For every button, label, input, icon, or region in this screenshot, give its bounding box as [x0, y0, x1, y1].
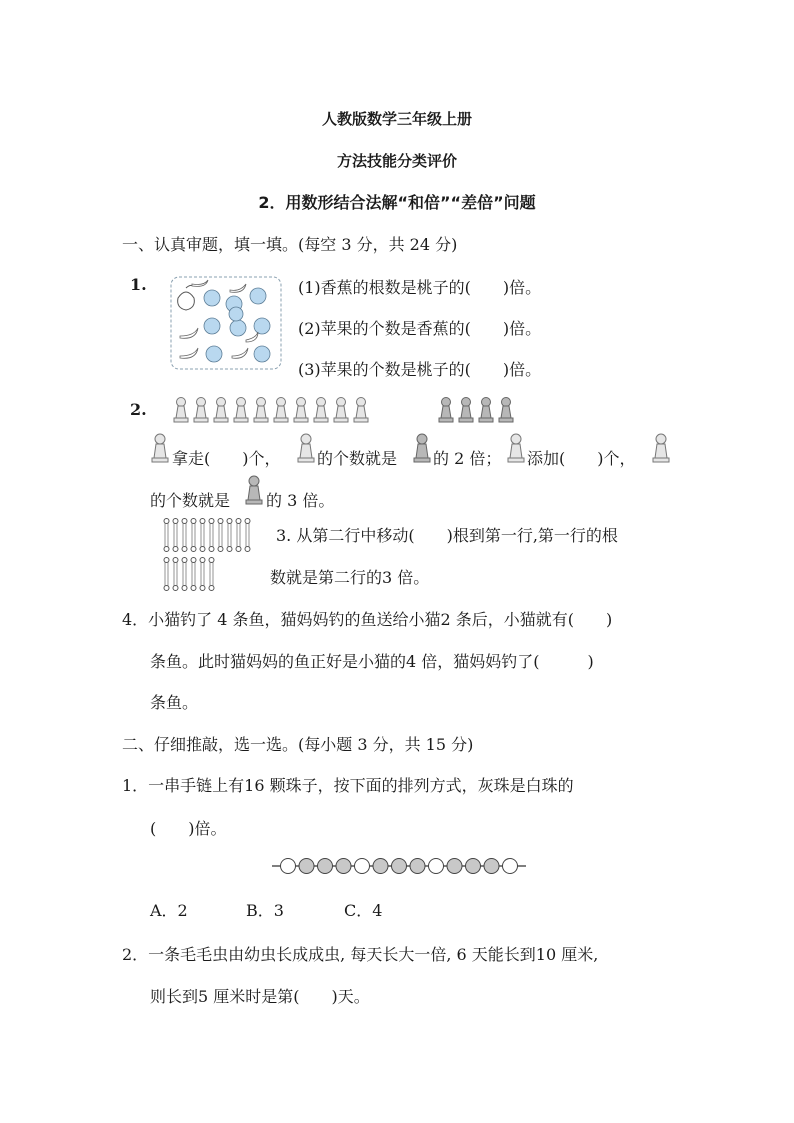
s2-q1-line2: ( )倍。 [150, 819, 227, 838]
dark-pawn-icon [479, 398, 493, 423]
gray-bead [373, 859, 388, 874]
matchstick-icon [236, 519, 241, 552]
option-c[interactable]: C．4 [344, 901, 383, 920]
q4-line2: 条鱼。此时猫妈妈的鱼正好是小猫的4 倍，猫妈妈钓了( ) [150, 652, 594, 671]
pawn-row-dark [437, 396, 527, 424]
matchstick-icon [173, 558, 178, 591]
q1-line2: (2)苹果的个数是香蕉的( )倍。 [298, 319, 542, 338]
q1-number: 1. [130, 275, 147, 294]
light-pawn-icon [274, 398, 288, 423]
white-bead [281, 859, 296, 874]
sticks-picture [162, 517, 262, 593]
s2-q2-line1: 2．一条毛毛虫由幼虫长成成虫, 每天长大一倍, 6 天能长到10 厘米, [122, 945, 599, 964]
q2-text-e: 的个数就是 [150, 491, 231, 510]
gray-bead [392, 859, 407, 874]
light-pawn-icon [334, 398, 348, 423]
gray-bead [447, 859, 462, 874]
white-bead [355, 859, 370, 874]
q1-line3: (3)苹果的个数是桃子的( )倍。 [298, 360, 542, 379]
q3-line1: 3. 从第二行中移动( )根到第一行,第一行的根 [276, 526, 618, 545]
matchstick-icon [245, 519, 250, 552]
doc-title: 人教版数学三年级上册 [321, 110, 472, 128]
bead-chain [272, 856, 526, 876]
light-pawn-icon [651, 432, 671, 464]
matchstick-icon [227, 519, 232, 552]
matchstick-icon [191, 519, 196, 552]
doc-topic: 2．用数形结合法解“和倍”“差倍”问题 [258, 193, 536, 212]
light-pawn-icon [354, 398, 368, 423]
matchstick-icon [164, 519, 169, 552]
gray-bead [299, 859, 314, 874]
q4-line3: 条鱼。 [150, 693, 199, 712]
fruit-picture [170, 276, 282, 370]
matchstick-icon [182, 519, 187, 552]
dark-pawn-icon [459, 398, 473, 423]
light-pawn-icon [214, 398, 228, 423]
q2-text-f: 的 3 倍。 [266, 491, 335, 510]
matchstick-icon [200, 519, 205, 552]
s2-q2-line2: 则长到5 厘米时是第( )天。 [150, 987, 370, 1006]
dark-pawn-icon [499, 398, 513, 423]
peach-icon [178, 285, 195, 310]
gray-bead [336, 859, 351, 874]
white-bead [429, 859, 444, 874]
s2-q1-line1: 1．一串手链上有16 颗珠子，按下面的排列方式，灰珠是白珠的 [122, 776, 574, 795]
doc-subtitle: 方法技能分类评价 [336, 152, 457, 170]
q3-line2: 数就是第二行的3 倍。 [270, 568, 430, 587]
option-b[interactable]: B．3 [246, 901, 284, 920]
q2-text-d: 添加( )个， [527, 449, 636, 468]
light-pawn-icon [234, 398, 248, 423]
dark-pawn-icon [244, 474, 264, 506]
matchstick-icon [164, 558, 169, 591]
light-pawn-icon [506, 432, 526, 464]
q2-number: 2. [130, 400, 147, 419]
q2-text-b: 的个数就是 [317, 449, 398, 468]
matchstick-icon [209, 558, 214, 591]
matchstick-icon [191, 558, 196, 591]
dark-pawn-icon [412, 432, 432, 464]
section2-heading: 二、仔细推敲，选一选。(每小题 3 分，共 15 分) [122, 735, 474, 754]
q4-line1: 4．小猫钓了 4 条鱼，猫妈妈钓的鱼送给小猫2 条后，小猫就有( ) [122, 610, 613, 629]
light-pawn-icon [294, 398, 308, 423]
white-bead [503, 859, 518, 874]
matchstick-icon [182, 558, 187, 591]
light-pawn-icon [174, 398, 188, 423]
light-pawn-icon [150, 432, 170, 464]
light-pawn-icon [194, 398, 208, 423]
section1-heading: 一、认真审题，填一填。(每空 3 分，共 24 分) [122, 235, 458, 254]
q2-text-a: 拿走( )个， [172, 449, 281, 468]
light-pawn-icon [296, 432, 316, 464]
light-pawn-icon [314, 398, 328, 423]
pawn-row-light [172, 396, 392, 424]
gray-bead [410, 859, 425, 874]
matchstick-icon [200, 558, 205, 591]
q1-line1: (1)香蕉的根数是桃子的( )倍。 [298, 278, 542, 297]
matchstick-icon [218, 519, 223, 552]
gray-bead [484, 859, 499, 874]
matchstick-icon [209, 519, 214, 552]
light-pawn-icon [254, 398, 268, 423]
dark-pawn-icon [439, 398, 453, 423]
matchstick-icon [173, 519, 178, 552]
gray-bead [466, 859, 481, 874]
gray-bead [318, 859, 333, 874]
option-a[interactable]: A．2 [150, 901, 188, 920]
q2-text-c: 的 2 倍； [433, 449, 502, 468]
